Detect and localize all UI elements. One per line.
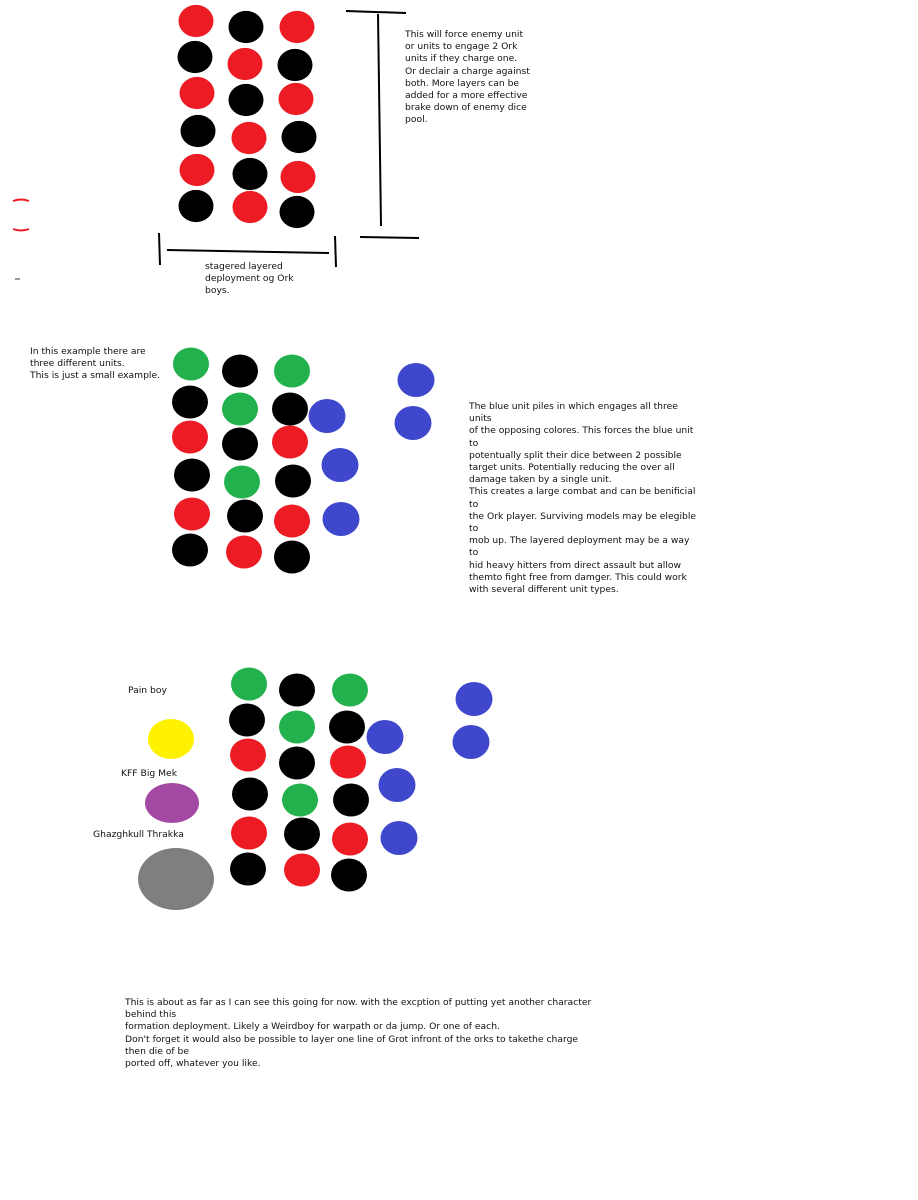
blue-enemy-model xyxy=(381,821,418,855)
blue-enemy-model xyxy=(322,448,359,482)
depth-explanation-note: This will force enemy unit or units to engage 2 Ork units if they charge one. Or declair a charge against both. More layers can be added for a more effective brake down of enemy dice pool. xyxy=(405,29,530,126)
black-ork-boy xyxy=(174,458,210,491)
black-ork-boy xyxy=(222,354,258,387)
pain-boy-model xyxy=(148,719,194,759)
black-ork-boy xyxy=(333,783,369,816)
blue-enemy-model xyxy=(323,502,360,536)
ghazghkull-thrakka-label: Ghazghkull Thrakka xyxy=(93,829,184,840)
green-ork-boy xyxy=(222,392,258,425)
ghazghkull-thrakka-model xyxy=(138,848,214,910)
blue-enemy-model xyxy=(379,768,416,802)
ork-formation-2 xyxy=(172,347,311,573)
kff-big-mek-label: KFF Big Mek xyxy=(121,768,178,779)
red-ork-boy xyxy=(279,83,314,115)
black-ork-boy xyxy=(233,158,268,190)
black-ork-boy xyxy=(278,49,313,81)
red-ork-boy xyxy=(172,420,208,453)
red-ork-boy xyxy=(330,745,366,778)
red-ork-boy xyxy=(233,191,268,223)
red-ork-boy xyxy=(228,48,263,80)
pain-boy-label: Pain boy xyxy=(128,685,167,696)
black-ork-boy xyxy=(181,115,216,147)
stray-red-marks xyxy=(13,200,29,280)
enemy-unit-blue-3 xyxy=(367,682,493,855)
ork-formation-3 xyxy=(229,667,369,891)
red-ork-boy xyxy=(174,497,210,530)
red-ork-boy xyxy=(180,77,215,109)
red-ork-boy xyxy=(274,504,310,537)
black-ork-boy xyxy=(279,746,315,779)
black-ork-boy xyxy=(282,121,317,153)
black-ork-boy xyxy=(178,41,213,73)
kff-big-mek-model xyxy=(145,783,199,823)
black-ork-boy xyxy=(272,392,308,425)
black-ork-boy xyxy=(274,540,310,573)
blue-enemy-model xyxy=(395,406,432,440)
red-ork-boy xyxy=(284,853,320,886)
red-ork-boy xyxy=(180,154,215,186)
red-ork-boy xyxy=(332,822,368,855)
black-ork-boy xyxy=(229,11,264,43)
black-ork-boy xyxy=(329,710,365,743)
black-ork-boy xyxy=(172,385,208,418)
ork-characters xyxy=(138,719,214,910)
black-ork-boy xyxy=(227,499,263,532)
black-ork-boy xyxy=(179,190,214,222)
black-ork-boy xyxy=(230,852,266,885)
green-ork-boy xyxy=(231,667,267,700)
red-ork-boy xyxy=(230,738,266,771)
deployment-caption: stagered layered deployment og Ork boys. xyxy=(205,261,294,297)
ork-formation-1 xyxy=(178,5,317,228)
blue-unit-explanation-note: The blue unit piles in which engages all three units of the opposing colores. This forces the blue unit to potentually split their dice between 2 possible target units. Potentially reducing the over all damage taken by a single unit. This creates a large combat and can be benificial to the Ork player. Surviving models may be elegible to mob up. The layered deployment may be a way to hid heavy hitters from direct assault but allow themto fight free from damger. This could work with several different unit types. xyxy=(469,401,697,596)
red-ork-boy xyxy=(179,5,214,37)
blue-enemy-model xyxy=(453,725,490,759)
green-ork-boy xyxy=(173,347,209,380)
blue-enemy-model xyxy=(367,720,404,754)
green-ork-boy xyxy=(332,673,368,706)
black-ork-boy xyxy=(275,464,311,497)
black-ork-boy xyxy=(279,673,315,706)
green-ork-boy xyxy=(282,783,318,816)
red-ork-boy xyxy=(281,161,316,193)
black-ork-boy xyxy=(284,817,320,850)
enemy-unit-blue-2 xyxy=(309,363,435,536)
red-ork-boy xyxy=(280,11,315,43)
green-ork-boy xyxy=(279,710,315,743)
blue-enemy-model xyxy=(309,399,346,433)
red-ork-boy xyxy=(226,535,262,568)
green-ork-boy xyxy=(274,354,310,387)
blue-enemy-model xyxy=(398,363,435,397)
blue-enemy-model xyxy=(456,682,493,716)
closing-note: This is about as far as I can see this going for now. with the excption of putting yet another character behind this formation deployment. Likely a Weirdboy for warpath or da jump. Or one of each. Don't forget it would also be possible to layer one line of Grot infront of the orks to takethe charge then die of be ported off, whatever you like. xyxy=(125,997,592,1070)
red-ork-boy xyxy=(272,425,308,458)
example-intro-note: In this example there are three different units. This is just a small example. xyxy=(30,346,161,382)
black-ork-boy xyxy=(232,777,268,810)
black-ork-boy xyxy=(222,427,258,460)
red-ork-boy xyxy=(232,122,267,154)
black-ork-boy xyxy=(172,533,208,566)
black-ork-boy xyxy=(331,858,367,891)
black-ork-boy xyxy=(229,84,264,116)
black-ork-boy xyxy=(229,703,265,736)
black-ork-boy xyxy=(280,196,315,228)
red-ork-boy xyxy=(231,816,267,849)
green-ork-boy xyxy=(224,465,260,498)
